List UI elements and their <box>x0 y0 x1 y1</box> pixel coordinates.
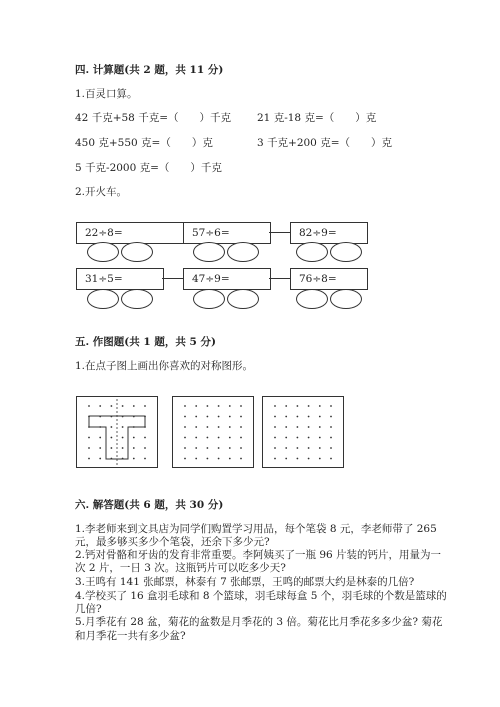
section-6-title: 六. 解答题(共 6 题，共 30 分) <box>75 499 224 511</box>
grid-dot <box>240 447 242 449</box>
grid-dot <box>184 416 186 418</box>
grid-dot <box>195 447 197 449</box>
grid-dot <box>274 405 276 407</box>
grid-dot <box>330 447 332 449</box>
grid-dot <box>133 405 135 407</box>
train-car <box>290 268 368 290</box>
problem-line: 几倍? <box>75 603 102 615</box>
grid-dot <box>319 458 321 460</box>
grid-dot <box>330 437 332 439</box>
grid-dot <box>88 437 90 439</box>
calc-item-3: 450 克+550 克=（ ）克 <box>75 137 213 149</box>
grid-dot <box>285 447 287 449</box>
problem-line: 3.王鸣有 141 张邮票，林泰有 7 张邮票，王鸣的邮票大约是林泰的几倍? <box>75 576 415 588</box>
calc-item-1: 42 千克+58 千克=（ ）千克 <box>75 112 231 124</box>
grid-dot <box>88 405 90 407</box>
wheel-icon <box>296 289 328 309</box>
problem-line: 次 2 片，一日 3 次。这瓶钙片可以吃多少天? <box>75 562 286 574</box>
grid-dot <box>218 447 220 449</box>
wheel-icon <box>193 289 225 309</box>
grid-dot <box>99 437 101 439</box>
train-car <box>183 222 271 244</box>
grid-dot <box>274 447 276 449</box>
train-car-expression: 82÷9= <box>299 227 337 239</box>
grid-dot <box>218 416 220 418</box>
grid-dot <box>207 437 209 439</box>
wheel-icon <box>193 242 225 262</box>
grid-dot <box>88 458 90 460</box>
grid-dot <box>218 437 220 439</box>
calc-item-4: 3 千克+200 克=（ ）克 <box>257 137 392 149</box>
train-car-expression: 57÷6= <box>192 227 230 239</box>
grid-dot <box>122 426 124 428</box>
grid-dot <box>319 426 321 428</box>
grid-dot <box>274 437 276 439</box>
grid-dot <box>240 426 242 428</box>
grid-dot <box>144 437 146 439</box>
grid-dot <box>133 447 135 449</box>
train-car-expression: 31÷5= <box>85 273 123 285</box>
problem-line: 4.学校买了 16 盒羽毛球和 8 个篮球，羽毛球每盒 5 个，羽毛球的个数是篮球的 <box>75 590 447 602</box>
grid-dot <box>330 416 332 418</box>
grid-dot <box>308 447 310 449</box>
grid-dot <box>229 447 231 449</box>
problem-line: 5.月季花有 28 盆，菊花的盆数是月季花的 3 倍。菊花比月季花多多少盆? 菊花 <box>75 616 443 628</box>
grid-dot <box>297 426 299 428</box>
grid-dot <box>229 458 231 460</box>
grid-dot <box>122 437 124 439</box>
grid-dot <box>99 405 101 407</box>
train-coupler <box>269 232 290 233</box>
grid-dot <box>297 416 299 418</box>
wheel-icon <box>87 242 119 262</box>
grid-dot <box>111 437 113 439</box>
grid-dot <box>297 437 299 439</box>
grid-dot <box>297 458 299 460</box>
grid-dot <box>285 437 287 439</box>
grid-dot <box>184 426 186 428</box>
problem-line: 和月季花一共有多少盆? <box>75 630 186 642</box>
grid-dot <box>122 447 124 449</box>
section-5-title: 五. 作图题(共 1 题，共 5 分) <box>75 336 216 348</box>
grid-dot <box>285 416 287 418</box>
question-text: 1.在点子图上画出你喜欢的对称图形。 <box>75 360 254 372</box>
grid-dot <box>274 458 276 460</box>
grid-dot <box>195 416 197 418</box>
grid-dot <box>195 405 197 407</box>
grid-dot <box>240 405 242 407</box>
grid-dot <box>99 447 101 449</box>
wheel-icon <box>330 242 362 262</box>
grid-dot <box>207 405 209 407</box>
wheel-icon <box>296 242 328 262</box>
grid-dot <box>319 437 321 439</box>
grid-dot <box>195 458 197 460</box>
grid-dot <box>319 416 321 418</box>
train-car <box>76 268 164 290</box>
wheel-icon <box>227 289 259 309</box>
grid-dot <box>88 447 90 449</box>
train-car <box>76 222 185 244</box>
train-car <box>290 222 368 244</box>
grid-dot <box>308 458 310 460</box>
grid-dot <box>319 447 321 449</box>
grid-dot <box>274 416 276 418</box>
grid-dot <box>122 405 124 407</box>
dot-grid <box>262 396 344 468</box>
grid-dot <box>111 405 113 407</box>
train-car-expression: 22÷8= <box>85 227 123 239</box>
grid-dot <box>229 426 231 428</box>
section-4-title: 四. 计算题(共 2 题，共 11 分) <box>75 64 224 76</box>
grid-dot <box>297 447 299 449</box>
grid-dot <box>308 416 310 418</box>
grid-dot <box>229 416 231 418</box>
grid-dot <box>111 447 113 449</box>
grid-dot <box>308 437 310 439</box>
grid-dot <box>218 405 220 407</box>
grid-dot <box>195 426 197 428</box>
grid-dot <box>285 405 287 407</box>
question-1-title: 1.百灵口算。 <box>75 88 138 100</box>
problem-line: 1.李老师来到文具店为同学们购置学习用品，每个笔袋 8 元，李老师带了 265 <box>75 523 437 535</box>
wheel-icon <box>227 242 259 262</box>
grid-dot <box>297 405 299 407</box>
wheel-icon <box>87 289 119 309</box>
grid-dot <box>308 426 310 428</box>
grid-dot <box>285 458 287 460</box>
train-coupler <box>162 278 183 279</box>
grid-dot <box>274 426 276 428</box>
grid-dot <box>207 426 209 428</box>
problem-line: 2.钙对骨骼和牙齿的发育非常重要。李阿姨买了一瓶 96 片装的钙片，用量为一 <box>75 549 442 561</box>
grid-dot <box>144 458 146 460</box>
grid-dot <box>330 458 332 460</box>
grid-dot <box>207 458 209 460</box>
grid-dot <box>240 416 242 418</box>
grid-dot <box>285 426 287 428</box>
grid-dot <box>195 437 197 439</box>
grid-dot <box>133 458 135 460</box>
grid-dot <box>184 437 186 439</box>
grid-dot <box>184 458 186 460</box>
grid-dot <box>240 458 242 460</box>
question-2-title: 2.开火车。 <box>75 186 128 198</box>
train-car-expression: 47÷9= <box>192 273 230 285</box>
grid-dot <box>99 458 101 460</box>
wheel-icon <box>121 242 153 262</box>
grid-dot <box>207 416 209 418</box>
grid-dot <box>240 437 242 439</box>
grid-dot <box>144 447 146 449</box>
grid-dot <box>319 405 321 407</box>
calc-item-5: 5 千克-2000 克=（ ）千克 <box>75 162 222 174</box>
problem-line: 元，最多够买多少个笔袋，还余下多少元? <box>75 536 270 548</box>
grid-dot <box>218 426 220 428</box>
train-coupler <box>269 278 290 279</box>
grid-dot <box>111 426 113 428</box>
grid-dot <box>330 405 332 407</box>
grid-dot <box>184 405 186 407</box>
grid-dot <box>207 447 209 449</box>
dot-grid-with-figure <box>76 396 158 468</box>
calc-item-2: 21 克-18 克=（ ）克 <box>257 112 377 124</box>
grid-dot <box>308 405 310 407</box>
wheel-icon <box>121 289 153 309</box>
train-car-expression: 76÷8= <box>299 273 337 285</box>
grid-dot <box>133 437 135 439</box>
grid-dot <box>184 447 186 449</box>
train-car <box>183 268 271 290</box>
grid-dot <box>144 405 146 407</box>
grid-dot <box>330 426 332 428</box>
grid-dot <box>218 458 220 460</box>
grid-dot <box>229 437 231 439</box>
wheel-icon <box>330 289 362 309</box>
dot-grid <box>172 396 254 468</box>
grid-dot <box>229 405 231 407</box>
